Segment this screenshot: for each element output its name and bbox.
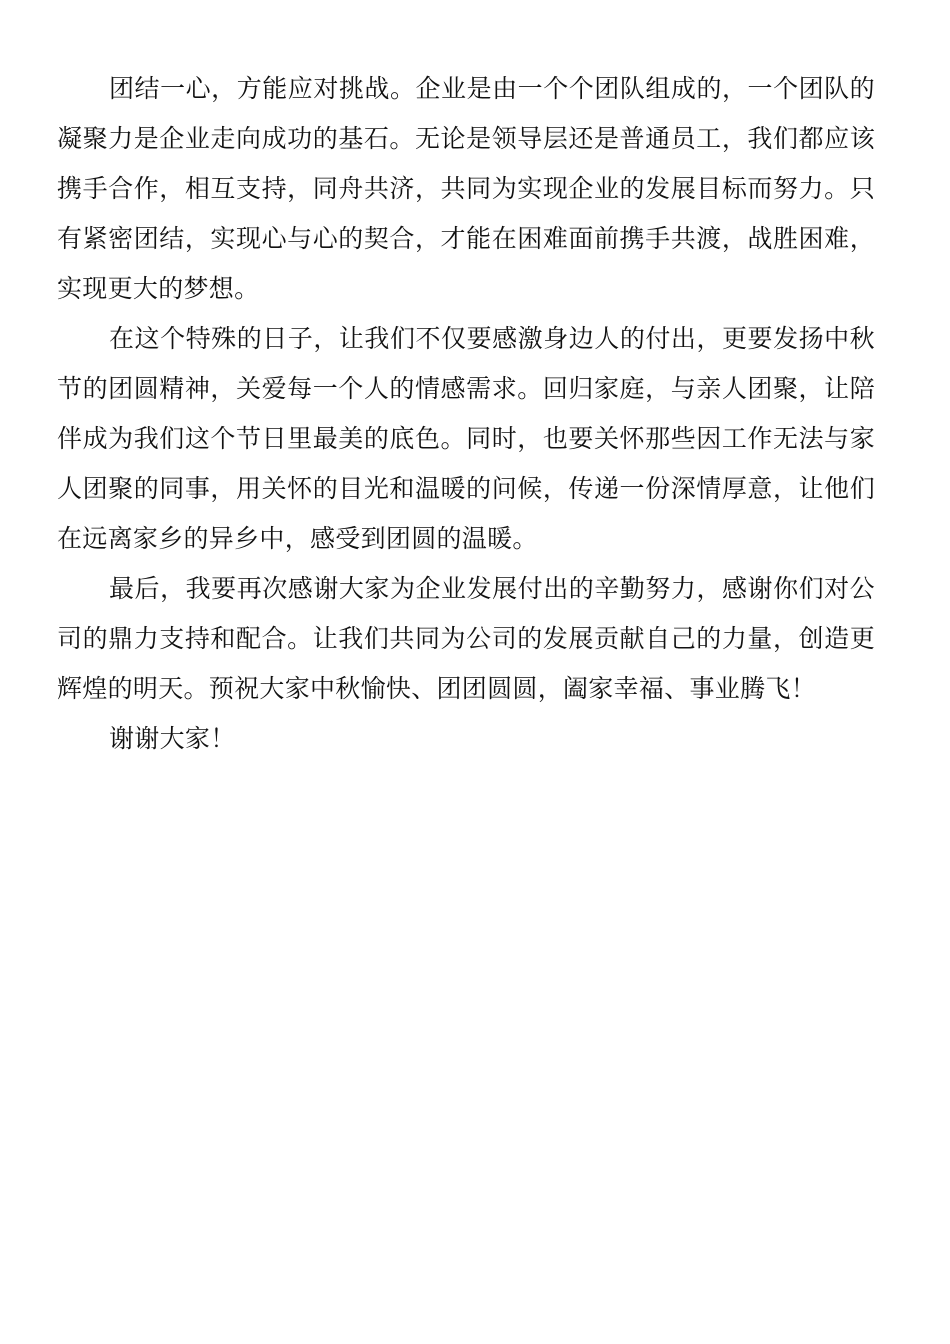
paragraph-unity: 团结一心，方能应对挑战。企业是由一个个团队组成的，一个团队的凝聚力是企业走向成功的基石。无论是领导层还是普通员工，我们都应该携手合作，相互支持，同舟共济，共同为实现企业的发展目标而努力。只有紧密团结，实现心与心的契合，才能在困难面前携手共渡，战胜困难，实现更大的梦想。: [57, 74, 875, 303]
document-body: [57, 64, 875, 764]
closing-remark: 谢谢大家！: [109, 724, 236, 753]
paragraph-thanks-and-wishes: 最后，我要再次感谢大家为企业发展付出的辛勤努力，感谢你们对公司的鼎力支持和配合。让我们共同为公司的发展贡献自己的力量，创造更辉煌的明天。预祝大家中秋愉快、团团圆圆，阖家幸福、事业腾飞！: [57, 574, 875, 703]
paragraph-mid-autumn-reunion: 在这个特殊的日子，让我们不仅要感激身边人的付出，更要发扬中秋节的团圆精神，关爱每一个人的情感需求。回归家庭，与亲人团聚，让陪伴成为我们这个节日里最美的底色。同时，也要关怀那些因工作无法与家人团聚的同事，用关怀的目光和温暖的问候，传递一份深情厚意，让他们在远离家乡的异乡中，感受到团圆的温暖。: [57, 324, 875, 553]
